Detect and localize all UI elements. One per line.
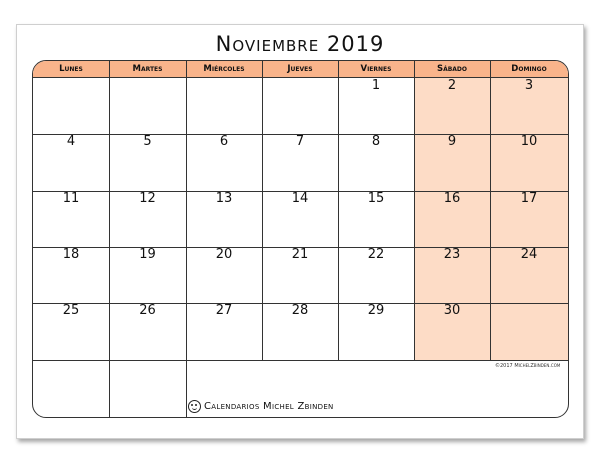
brand-text: Calendarios Michel Zbinden	[204, 401, 334, 412]
column-divider	[338, 61, 339, 360]
day-number: 18	[62, 247, 80, 262]
day-number: 15	[367, 191, 385, 206]
day-name-4: Jueves	[287, 64, 313, 74]
copyright-text: ©2017 MichelZbinden.com	[495, 363, 561, 369]
day-number: 10	[520, 134, 538, 149]
day-number: 14	[291, 191, 309, 206]
day-number: 20	[215, 247, 233, 262]
day-number: 24	[520, 247, 538, 262]
day-number: 25	[62, 303, 80, 318]
column-divider	[262, 61, 263, 360]
day-number: 30	[443, 303, 461, 318]
day-number: 22	[367, 247, 385, 262]
column-divider	[490, 61, 491, 360]
day-number: 17	[520, 191, 538, 206]
brand-label	[188, 400, 334, 413]
day-name-7: Domingo	[511, 64, 547, 74]
day-number: 1	[371, 78, 381, 93]
day-number: 5	[143, 134, 152, 149]
day-number: 28	[291, 303, 309, 318]
day-name-6: Sábado	[436, 64, 468, 74]
day-number: 29	[367, 303, 385, 318]
day-number: 13	[215, 191, 233, 206]
day-name-3: Miércoles	[203, 64, 245, 74]
day-name-5: Viernes	[360, 64, 392, 74]
day-number: 11	[62, 191, 80, 206]
day-number: 12	[139, 191, 156, 206]
day-number: 27	[215, 303, 233, 318]
day-number: 4	[66, 134, 76, 149]
day-number: 9	[447, 134, 457, 149]
day-number: 19	[139, 247, 156, 262]
row-divider	[33, 360, 568, 361]
day-number: 21	[291, 247, 309, 262]
day-number: 3	[524, 78, 534, 93]
day-name-1: Lunes	[59, 64, 83, 74]
column-divider	[186, 61, 187, 417]
page-title: Noviembre 2019	[215, 32, 385, 56]
calendar-grid	[32, 60, 569, 418]
day-number: 8	[371, 134, 381, 149]
day-number: 6	[219, 134, 229, 149]
day-number: 2	[447, 78, 457, 93]
day-number: 7	[295, 134, 305, 149]
smiley-face-icon	[188, 400, 201, 413]
day-number: 16	[443, 191, 461, 206]
column-divider	[414, 61, 415, 360]
day-number: 26	[139, 303, 156, 318]
column-divider	[109, 61, 110, 417]
day-name-2: Martes	[132, 64, 163, 74]
day-number: 23	[443, 247, 461, 262]
